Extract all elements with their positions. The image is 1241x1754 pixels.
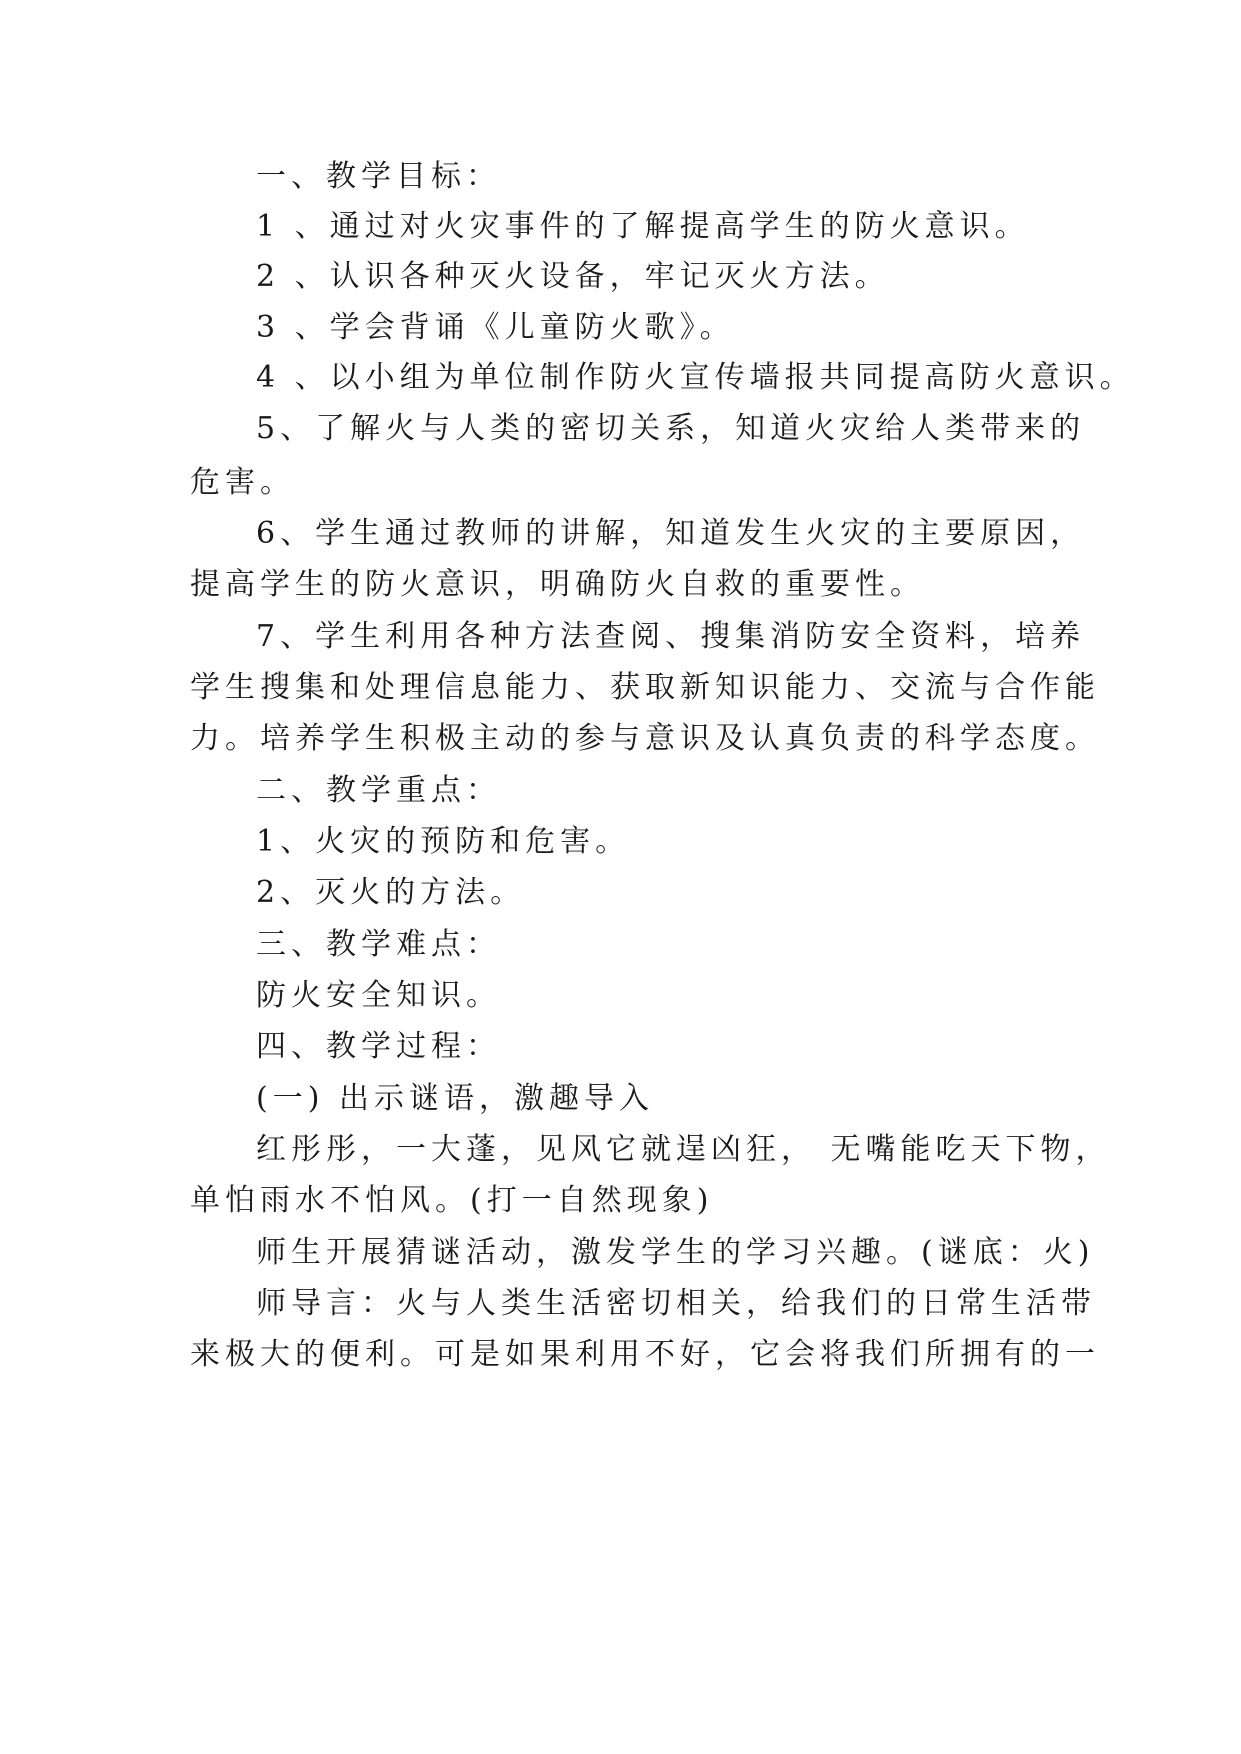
paragraph-line: 1、火灾的预防和危害。 (256, 824, 631, 859)
paragraph-line: 力。培养学生积极主动的参与意识及认真负责的科学态度。 (190, 721, 1100, 756)
paragraph-line: 师导言：火与人类生活密切相关，给我们的日常生活带 (256, 1286, 1096, 1321)
section-heading-difficulties: 三、教学难点： (256, 927, 501, 962)
paragraph-line: 危害。 (190, 465, 295, 500)
paragraph-line: 4 、以小组为单位制作防火宣传墙报共同提高防火意识。 (256, 360, 1135, 395)
section-heading-process: 四、教学过程： (256, 1029, 501, 1064)
paragraph-line: 1 、通过对火灾事件的了解提高学生的防火意识。 (256, 209, 1030, 244)
section-heading-key-points: 二、教学重点： (256, 773, 501, 808)
paragraph-line: 红彤彤，一大蓬，见风它就逞凶狂， 无嘴能吃天下物， (256, 1132, 1111, 1167)
paragraph-line: 6、学生通过教师的讲解，知道发生火灾的主要原因， (256, 516, 1086, 551)
paragraph-line: 5、了解火与人类的密切关系，知道火灾给人类带来的 (256, 411, 1086, 446)
paragraph-line: 师生开展猜谜活动，激发学生的学习兴趣。(谜底：火) (256, 1235, 1095, 1270)
paragraph-line: 3 、学会背诵《儿童防火歌》。 (256, 310, 735, 345)
paragraph-line: 防火安全知识。 (256, 978, 501, 1013)
section-heading-objectives: 一、教学目标： (256, 159, 501, 194)
subsection-heading: (一) 出示谜语，激趣导入 (256, 1081, 654, 1116)
paragraph-line: 2、灭火的方法。 (256, 875, 526, 910)
paragraph-line: 2 、认识各种灭火设备，牢记灭火方法。 (256, 259, 890, 294)
paragraph-line: 学生搜集和处理信息能力、获取新知识能力、交流与合作能 (190, 670, 1100, 705)
paragraph-line: 来极大的便利。可是如果利用不好，它会将我们所拥有的一 (190, 1337, 1100, 1372)
paragraph-line: 提高学生的防火意识，明确防火自救的重要性。 (190, 567, 925, 602)
paragraph-line: 7、学生利用各种方法查阅、搜集消防安全资料，培养 (256, 619, 1086, 654)
paragraph-line: 单怕雨水不怕风。(打一自然现象) (190, 1183, 714, 1218)
